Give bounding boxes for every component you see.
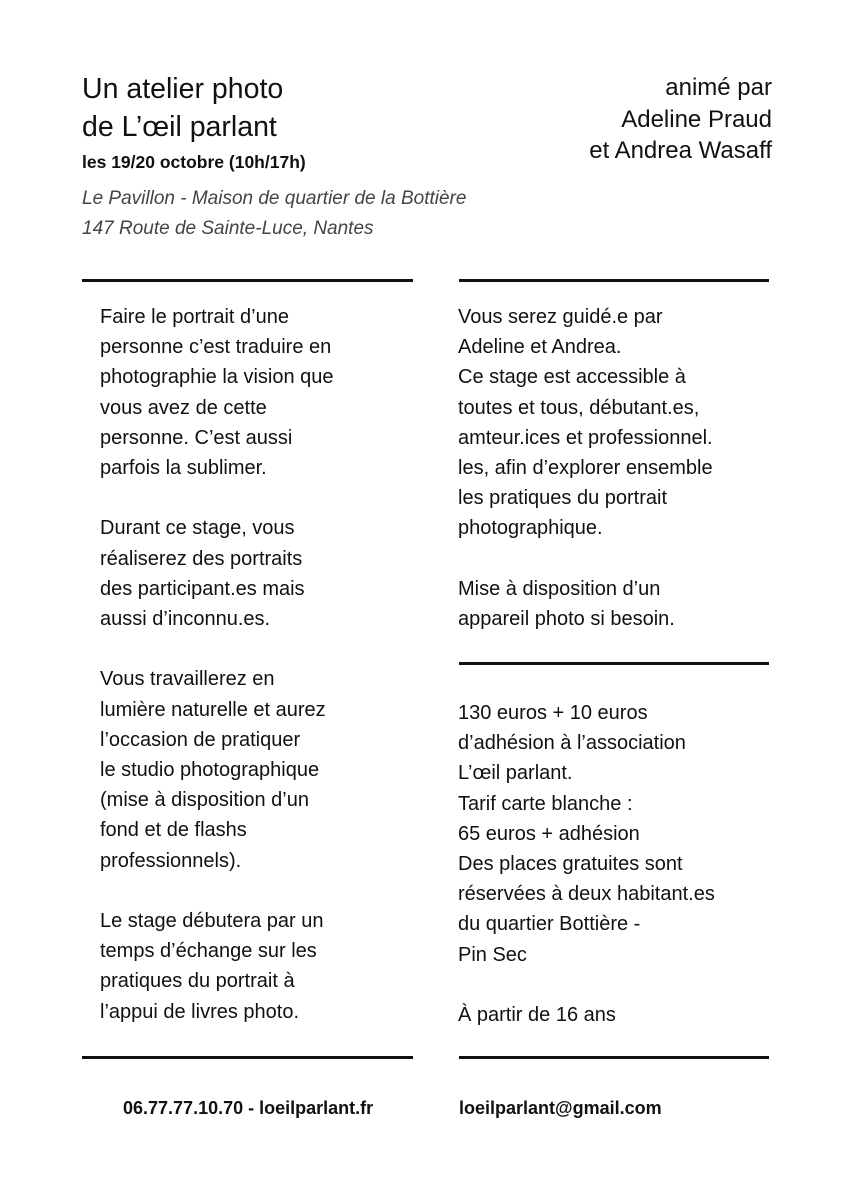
venue-address bbox=[82, 184, 466, 244]
hosts-line: et Andrea Wasaff bbox=[589, 137, 772, 164]
text-line: Ce stage est accessible à bbox=[458, 366, 686, 389]
contact-phone-website[interactable]: 06.77.77.10.70 - loeilparlant.fr bbox=[123, 1098, 374, 1118]
text-line: personne. C’est aussi bbox=[100, 426, 293, 449]
text-line: photographique. bbox=[458, 517, 603, 540]
text-line: parfois la sublimer. bbox=[100, 457, 267, 480]
pricing-column bbox=[458, 698, 715, 1060]
text-line: appareil photo si besoin. bbox=[458, 608, 675, 631]
text-line: les, afin d’explorer ensemble bbox=[458, 457, 713, 480]
text-line: photographie la vision que bbox=[100, 366, 334, 389]
venue-line: 147 Route de Sainte-Luce, Nantes bbox=[82, 218, 374, 239]
text-line: Mise à disposition d’un bbox=[458, 577, 661, 600]
text-line: réaliserez des portraits bbox=[100, 547, 303, 570]
text-line: amteur.ices et professionnel. bbox=[458, 426, 713, 449]
text-line: L’œil parlant. bbox=[458, 762, 573, 785]
text-line: le studio photographique bbox=[100, 759, 320, 782]
hosts-line: animé par bbox=[665, 74, 772, 101]
text-line: professionnels). bbox=[100, 849, 242, 872]
text-line: l’occasion de pratiquer bbox=[100, 728, 301, 751]
text-line: Pin Sec bbox=[458, 943, 527, 966]
venue-line: Le Pavillon - Maison de quartier de la Bottière bbox=[82, 188, 467, 209]
text-line: Durant ce stage, vous bbox=[100, 517, 295, 540]
text-line: les pratiques du portrait bbox=[458, 487, 668, 510]
text-line: Adeline et Andrea. bbox=[458, 336, 622, 359]
text-line: vous avez de cette bbox=[100, 396, 267, 419]
page-title bbox=[82, 70, 283, 146]
text-line: réservées à deux habitant.es bbox=[458, 883, 715, 906]
text-line: 65 euros + adhésion bbox=[458, 822, 640, 845]
paragraph bbox=[458, 302, 713, 544]
paragraph bbox=[458, 1000, 715, 1030]
contact-email[interactable]: loeilparlant@gmail.com bbox=[459, 1098, 662, 1118]
text-line: temps d’échange sur les bbox=[100, 940, 317, 963]
text-line: d’adhésion à l’association bbox=[458, 732, 686, 755]
text-line: lumière naturelle et aurez bbox=[100, 698, 326, 721]
paragraph bbox=[458, 698, 715, 970]
paragraph bbox=[100, 664, 334, 875]
paragraph bbox=[458, 574, 713, 634]
divider bbox=[82, 279, 413, 282]
text-line: (mise à disposition d’un bbox=[100, 789, 309, 812]
text-line: des participant.es mais bbox=[100, 577, 305, 600]
title-line: de L’œil parlant bbox=[82, 111, 277, 143]
text-line: Le stage débutera par un bbox=[100, 910, 324, 933]
text-line: pratiques du portrait à bbox=[100, 970, 295, 993]
text-line: Tarif carte blanche : bbox=[458, 792, 633, 815]
text-line: toutes et tous, débutant.es, bbox=[458, 396, 700, 419]
event-dates: les 19/20 octobre (10h/17h) bbox=[82, 152, 306, 172]
text-line: Vous serez guidé.e par bbox=[458, 306, 663, 328]
text-line: Faire le portrait d’une bbox=[100, 306, 289, 328]
text-line: du quartier Bottière - bbox=[458, 913, 641, 936]
paragraph bbox=[100, 302, 334, 483]
text-line: fond et de flashs bbox=[100, 819, 247, 842]
guidance-column bbox=[458, 302, 713, 664]
text-line: 130 euros + 10 euros bbox=[458, 702, 648, 724]
title-line: Un atelier photo bbox=[82, 73, 284, 105]
hosts-block bbox=[589, 72, 772, 167]
description-column bbox=[100, 302, 334, 1057]
paragraph bbox=[100, 906, 334, 1027]
text-line: Des places gratuites sont bbox=[458, 853, 683, 876]
text-line: personne c’est traduire en bbox=[100, 336, 332, 359]
text-line: l’appui de livres photo. bbox=[100, 1000, 300, 1023]
text-line: Vous travaillerez en bbox=[100, 668, 275, 691]
divider bbox=[459, 279, 769, 282]
paragraph bbox=[100, 513, 334, 634]
text-line: À partir de 16 ans bbox=[458, 1004, 616, 1027]
text-line: aussi d’inconnu.es. bbox=[100, 608, 271, 631]
hosts-line: Adeline Praud bbox=[621, 105, 772, 133]
